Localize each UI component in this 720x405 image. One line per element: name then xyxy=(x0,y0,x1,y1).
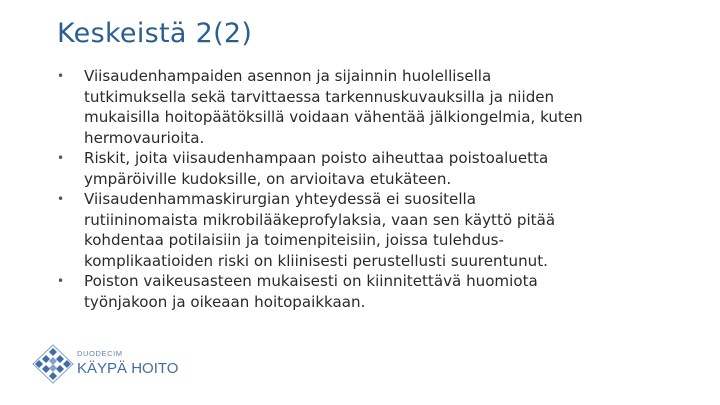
bullet-line: Viisaudenhampaiden asennon ja sijainnin huolellisella xyxy=(84,67,492,85)
bullet-item xyxy=(57,271,672,312)
bullet-line: Viisaudenhammaskirurgian yhteydessä ei suositella xyxy=(84,190,476,208)
bullet-item xyxy=(57,148,672,189)
bullet-line: hermovaurioita. xyxy=(84,128,205,147)
bullet-marker: • xyxy=(57,151,65,165)
bullet-text xyxy=(84,66,672,148)
logo-brand-text: KÄYPÄ HOITO xyxy=(77,360,179,377)
bullet-marker: • xyxy=(57,192,65,206)
bullet-line: Riskit, joita viisaudenhampaan poisto aiheuttaa poistoaluetta xyxy=(84,149,549,167)
bullet-list xyxy=(57,66,672,312)
bullet-text xyxy=(84,271,672,312)
bullet-line: Poiston vaikeusasteen mukaisesti on kiinnitettävä huomiota xyxy=(84,272,538,290)
logo-publisher-text: DUODECIM xyxy=(77,349,123,358)
slide-title: Keskeistä 2(2) xyxy=(57,18,253,49)
bullet-marker: • xyxy=(57,69,65,83)
bullet-text xyxy=(84,148,672,189)
bullet-marker: • xyxy=(57,274,65,288)
bullet-line: työnjakoon ja oikeaan hoitopaikkaan. xyxy=(84,292,366,311)
bullet-line: komplikaatioiden riski on kliinisesti perustellusti suurentunut. xyxy=(84,251,548,270)
bullet-item xyxy=(57,189,672,271)
bullet-line: tutkimuksella sekä tarvittaessa tarkennuskuvauksilla ja niiden xyxy=(84,87,555,106)
bullet-line: kohdentaa potilaisiin ja toimenpiteisiin, joissa tulehdus- xyxy=(84,231,504,249)
bullet-line: rutiininomaista mikrobilääkeprofylaksia, vaan sen käyttö pitää xyxy=(84,210,556,229)
kaypa-hoito-logo xyxy=(32,344,182,384)
bullet-line: ympäröiville kudoksille, on arvioitava etukäteen. xyxy=(84,169,452,188)
diamond-lattice-icon xyxy=(32,344,74,384)
bullet-text xyxy=(84,189,672,271)
bullet-item xyxy=(57,66,672,148)
bullet-line: mukaisilla hoitopäätöksillä voidaan vähentää jälkiongelmia, kuten xyxy=(84,108,583,126)
